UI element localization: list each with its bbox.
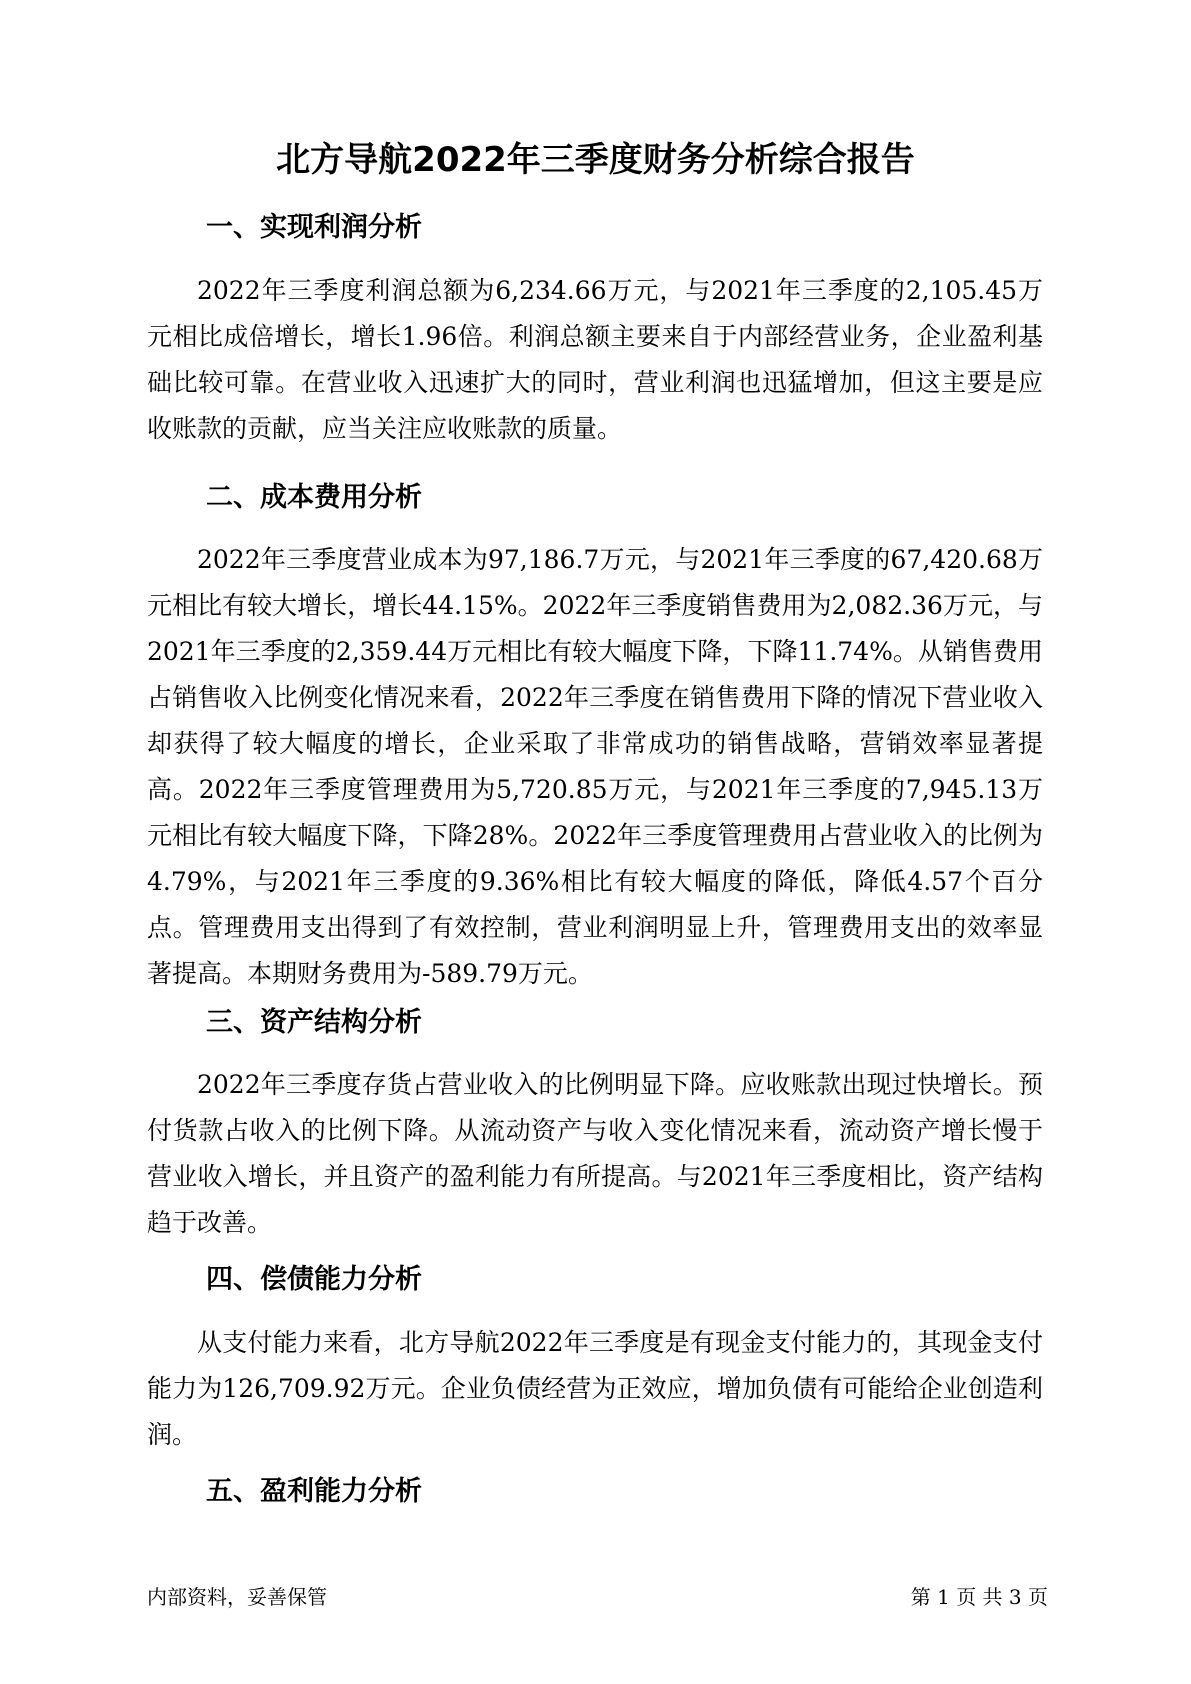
section-heading-profit: 一、实现利润分析	[206, 212, 422, 243]
section-paragraph-solvency: 从支付能力来看，北方导航2022年三季度是有现金支付能力的，其现金支付能力为126,709.92万元。企业负债经营为正效应，增加负债有可能给企业创造利润。	[147, 1328, 1043, 1449]
section-heading-solvency: 四、偿债能力分析	[206, 1264, 422, 1295]
footer-page-number: 第 1 页 共 3 页	[910, 1585, 1048, 1609]
section-paragraph-profit: 2022年三季度利润总额为6,234.66万元，与2021年三季度的2,105.45万元相比成倍增长，增长1.96倍。利润总额主要来自于内部经营业务，企业盈利基础比较可靠。在营业收入迅速扩大的同时，营业利润也迅猛增加，但这主要是应收账款的贡献，应当关注应收账款的质量。	[147, 276, 1043, 443]
section-heading-assets: 三、资产结构分析	[206, 1007, 422, 1038]
section-paragraph-cost: 2022年三季度营业成本为97,186.7万元，与2021年三季度的67,420.68万元相比有较大增长，增长44.15%。2022年三季度销售费用为2,082.36万元，与2021年三季度的2,359.44万元相比有较大幅度下降，下降11.74%。从销售费用占销售收入比例变化情况来看，2022年三季度在销售费用下降的情况下营业收入却获得了较大幅度的增长，企业采取了非常成功的销售战略，营销效率显著提高。2022年三季度管理费用为5,720.85万元，与2021年三季度的7,945.13万元相比有较大幅度下降，下降28%。2022年三季度管理费用占营业收入的比例为4.79%，与2021年三季度的9.36%相比有较大幅度的降低，降低4.57个百分点。管理费用支出得到了有效控制，营业利润明显上升，管理费用支出的效率显著提高。本期财务费用为-589.79万元。	[147, 545, 1043, 988]
section-heading-profitability: 五、盈利能力分析	[206, 1476, 422, 1507]
section-paragraph-assets: 2022年三季度存货占营业收入的比例明显下降。应收账款出现过快增长。预付货款占收入的比例下降。从流动资产与收入变化情况来看，流动资产增长慢于营业收入增长，并且资产的盈利能力有所提高。与2021年三季度相比，资产结构趋于改善。	[147, 1070, 1043, 1237]
section-heading-cost: 二、成本费用分析	[206, 482, 422, 513]
page-title: 北方导航2022年三季度财务分析综合报告	[276, 140, 915, 180]
footer-confidential-note: 内部资料，妥善保管	[147, 1585, 327, 1609]
